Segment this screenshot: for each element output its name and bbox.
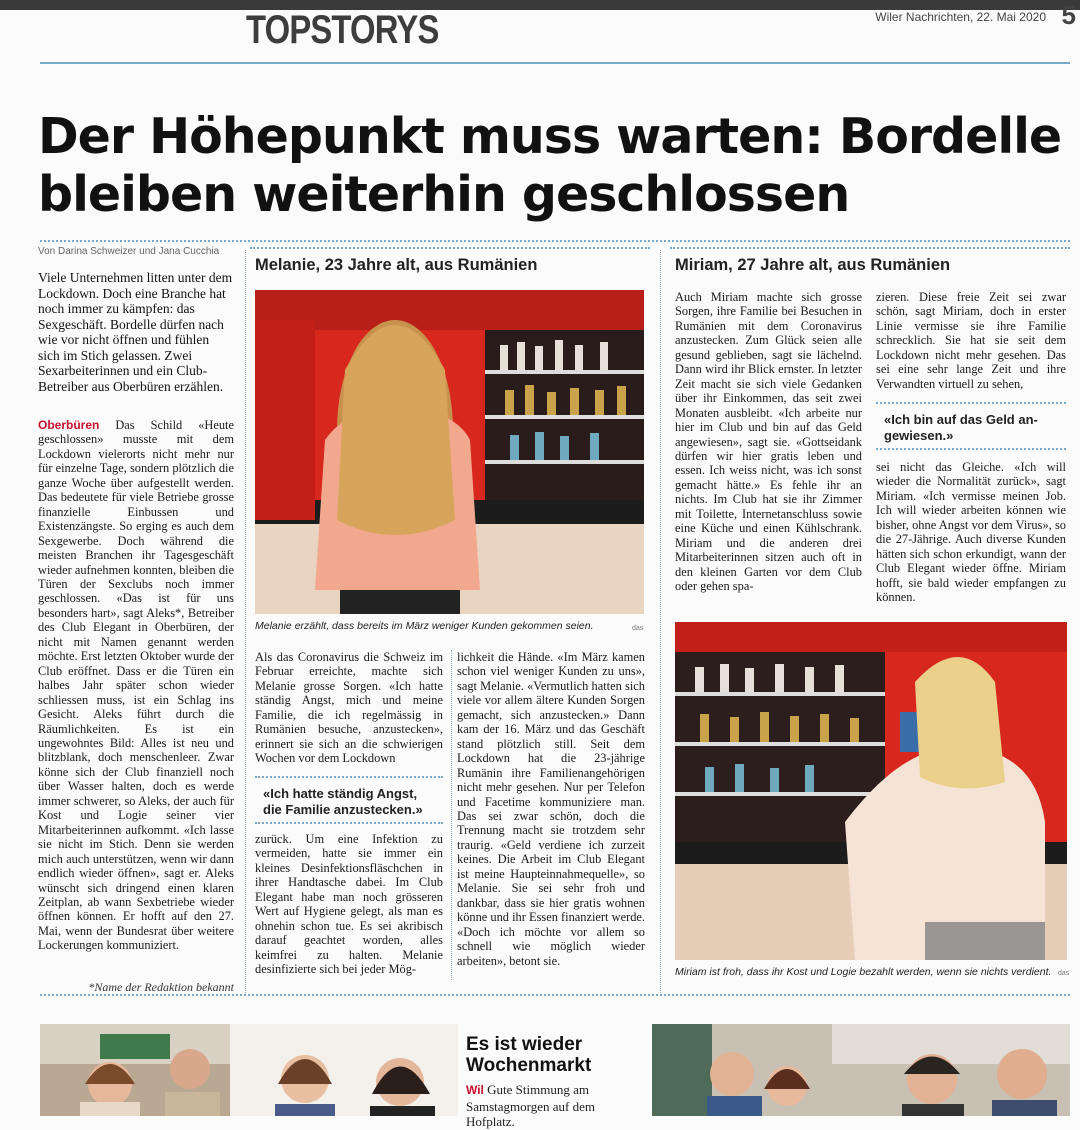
miriam-column-2a: zieren. Diese freie Zeit sei zwar schön, sagt Miriam, doch in erster Linie vermisse sie ihre Familie schrecklich. Sie hat sie seit dem Lockdown nicht mehr gesehen. Das sei eine sehr lange Zeit und ihre Verwandten virtuell zu sehen, bbox=[876, 290, 1066, 391]
miriam-column-2b: sei nicht das Gleiche. «Ich will wieder die Normalität zurück», sagt Miriam. «Ich vermisse meinen Job. Ich will wieder arbeiten können wie bisher, ohne Angst vor dem Virus», so die 27-Jährige. Auch diverse Kunden hätten sich schon erkundigt, wann der Club Elegant wieder öffne. Miriam hofft, sie bald wieder empfangen zu können. bbox=[876, 460, 1066, 605]
miriam-photo-illustration bbox=[675, 622, 1067, 960]
melanie-column-2: lichkeit die Hände. «Im März kamen schon viel weniger Kunden zu uns», sagt Melanie. «Vermutlich hatten sich viele vor allem ältere Kunden Sorgen gemacht, sich anzustecken.» Dann kam der 16. März und das Geschäft stand plötzlich still. Seit dem Lockdown hat die 23-jährige Rumänin ihre Familienangehörigen nicht mehr gesehen. Nur per Telefon und Facetime kommuniziere man. Das sei zwar schön, doch die Trennung macht sie trotzdem sehr traurig. «Geld verdiene ich zurzeit keines. Die Arbeit im Club Elegant ist meine Haupteinnahmequelle», so Melanie. Sie sei sehr froh und dankbar, dass sie hier gratis wohnen könne und ihr Essen finanziert werde. «Doch ich möchte vor allem so schnell wie möglich wieder arbeiten», betont sie. bbox=[457, 650, 645, 968]
melanie-subhead: Melanie, 23 Jahre alt, aus Rumänien bbox=[255, 256, 538, 274]
teaser-headline[interactable] bbox=[466, 1034, 591, 1076]
miriam-photo bbox=[675, 622, 1067, 960]
melanie-photo-caption: Melanie erzählt, dass bereits im März weniger Kunden gekommen seien. bbox=[255, 620, 594, 632]
miriam-subhead: Miriam, 27 Jahre alt, aus Rumänien bbox=[675, 256, 951, 274]
melanie-pull-quote bbox=[255, 780, 443, 824]
market-photo-right-illustration bbox=[652, 1024, 1070, 1116]
miriam-photo-caption: Miriam ist froh, dass ihr Kost und Logie bezahlt werden, wenn sie nichts verdient. bbox=[675, 966, 1052, 978]
article-bottom-rule bbox=[40, 994, 1070, 996]
top-edge-bar bbox=[0, 0, 1080, 10]
melanie-photo-illustration bbox=[255, 290, 644, 614]
melanie-quote-line-1: «Ich hatte ständig Angst, bbox=[263, 786, 418, 801]
header-rule bbox=[40, 62, 1070, 64]
melanie-quote-rule-top bbox=[255, 776, 443, 778]
market-photo-left bbox=[40, 1024, 458, 1116]
column-divider bbox=[245, 250, 246, 995]
headline-rule bbox=[40, 240, 1070, 242]
miriam-quote-rule-top bbox=[876, 402, 1066, 404]
article-lead: Viele Unternehmen litten unter dem Lockdown. Doch eine Branche hat noch immer zu kämpfen: das Sexgeschäft. Bordelle dürfen nach wie vor nicht öffnen und fühlen sich im Stich gelassen. Zwei Sexarbeiterinnen und ein Club-Betreiber aus Oberbüren erzählen. bbox=[38, 270, 233, 394]
article-column-1 bbox=[38, 418, 234, 953]
teaser-headline-line-2: Wochenmarkt bbox=[466, 1055, 592, 1076]
column-divider-2 bbox=[451, 650, 452, 980]
melanie-quote-rule-bottom bbox=[255, 822, 443, 824]
teaser-dateline: Wil bbox=[466, 1083, 484, 1097]
article-headline bbox=[38, 108, 1078, 224]
market-photo-left-illustration bbox=[40, 1024, 458, 1116]
footnote: *Name der Redaktion bekannt bbox=[88, 980, 234, 994]
miriam-photo-credit: das bbox=[1058, 970, 1070, 977]
column-1-text: Das Schild «Heute geschlossen» musste mit dem Lockdown vielerorts nicht mehr nur für einzelne Tage, sondern plötzlich die ganze Woche über aufgestellt werden. Das bedeutete für viele Betriebe grosse finanzielle Einbussen und Existenzängste. So erging es auch dem Sexgewerbe. Doch während die meisten Branchen ihr Tagesgeschäft wieder aufnehmen konnten, bleiben die Türen der Sexclubs noch immer geschlossen. «Das ist für uns besonders hart», sagt Aleks*, Betreiber des Club Elegant in Oberbüren, der nicht mit Namen genannt werden möchte. Erst letzten Oktober wurde der Club eröffnet. Dass er die Türen ein halbes Jahr später schon wieder schliessen muss, ist ein Schlag ins Gesicht. Aleks führt durch die Räumlichkeiten. Es ist ein ungewohntes Bild: Alles ist neu und blitzblank, doch menschenleer. Zwar könne sich der Club finanziell noch über Wasser halten, doch es werde immer schwerer, so Aleks, der auch für Kost und Logie seiner vier Mitarbeiterinnen aufkommt. «Ich lasse sie nicht im Stich. Denn sie werden mich auch unterstützen, wenn wir dann endlich wieder öffnen», sagt er. Aleks wünscht sich dringend einen klaren Zeitplan, ab wann Sexbetriebe wieder öffnen können. Er hofft auf den 27. Mai, wenn der Bundesrat über weitere Lockerungen kommuniziert. bbox=[38, 418, 234, 953]
teaser-headline-line-1: Es ist wieder bbox=[466, 1034, 583, 1055]
miriam-quote-line-1: «Ich bin auf das Geld an- bbox=[884, 412, 1038, 427]
melanie-subhead-rule bbox=[250, 247, 650, 249]
miriam-pull-quote bbox=[876, 406, 1066, 450]
headline-line-2: bleiben weiterhin geschlossen bbox=[38, 166, 850, 223]
melanie-photo-credit: das bbox=[632, 625, 644, 632]
market-photo-right bbox=[652, 1024, 1070, 1116]
miriam-quote-line-2: gewiesen.» bbox=[884, 428, 954, 443]
melanie-quote-line-2: die Familie anzustecken.» bbox=[263, 802, 423, 817]
byline: Von Darina Schweizer und Jana Cucchia bbox=[38, 246, 220, 257]
column-divider-3 bbox=[660, 250, 661, 995]
section-rubric: TOPSTORYS bbox=[246, 8, 439, 52]
miriam-quote-rule-bottom bbox=[876, 448, 1066, 450]
melanie-column-1a: Als das Coronavirus die Schweiz im Februar erreichte, machte sich Melanie grosse Sorgen. «Ich hatte ständig Angst, mich und meine Familie, die ich regelmässig in Rumänien besuche, anzustecken», erinnert sie sich an die schwierigen Wochen vor dem Lockdown bbox=[255, 650, 443, 766]
masthead-date: Wiler Nachrichten, 22. Mai 2020 bbox=[875, 10, 1046, 24]
dateline: Oberbüren bbox=[38, 418, 100, 432]
miriam-column-1: Auch Miriam machte sich grosse Sorgen, ihre Familie bei Besuchen in Rumänien mit dem Coronavirus anzustecken. Zum Glück seien alle gesund geblieben, sagt sie lächelnd. Dann wird ihr Blick ernster. In letzter Zeit macht sie sich viele Gedanken über ihr Einkommen, das seit zwei Monaten ausbleibt. «Ich arbeite nur hier im Club und bin auf das Geld angewiesen», sagt sie. «Gottseidank dürfen wir hier gratis leben und essen. Ich weiss nicht, was ich sonst gemacht hätte.» Es fehle ihr an nichts. Im Club hat sie ihr Zimmer mit Toilette, Internetanschluss sowie eine Küche und einen Kühlschrank. Miriam und die anderen drei Mitarbeiterinnen sitzen auch oft in den kleinen Garten vor dem Club oder gehen spa- bbox=[675, 290, 862, 594]
page-number: 5 bbox=[1061, 0, 1076, 30]
melanie-column-1b: zurück. Um eine Infektion zu vermeiden, hatte sie immer ein kleines Desinfektionsfläschchen in ihrer Handtasche dabei. Im Club Elegant habe man noch grösseren Wert auf Hygiene gelegt, als man es ohnehin schon tue. Es sei akribisch darauf geachtet worden, alles keimfrei zu halten. Melanie desinfizierte sich bei jeder Mög- bbox=[255, 832, 443, 977]
teaser-text bbox=[466, 1082, 646, 1130]
miriam-subhead-rule bbox=[670, 247, 1070, 249]
melanie-photo bbox=[255, 290, 644, 614]
headline-line-1: Der Höhepunkt muss warten: Bordelle bbox=[38, 108, 1062, 165]
teaser-text-body: Gute Stimmung am Samstagmorgen auf dem Hofplatz. bbox=[466, 1082, 596, 1129]
